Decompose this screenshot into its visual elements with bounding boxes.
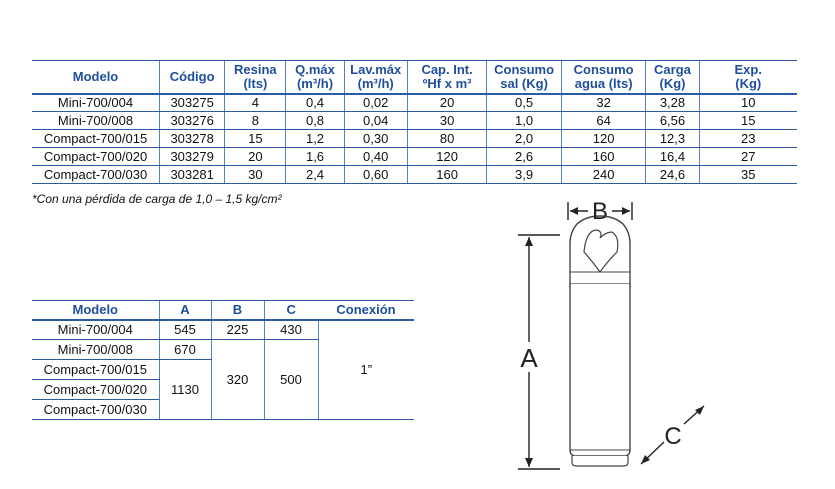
table-row xyxy=(32,94,797,112)
dimension-label-a: A xyxy=(520,343,538,373)
table-row xyxy=(32,130,797,148)
dim-connection-cell: 1” xyxy=(318,320,414,420)
softener-tank-drawing xyxy=(570,216,630,466)
table-cell: Compact-700/015 xyxy=(32,130,160,148)
spec-header-text: Carga xyxy=(654,61,691,77)
table-cell: 0,8 xyxy=(286,112,344,130)
table-row xyxy=(32,112,797,130)
table-cell: 0,5 xyxy=(487,94,561,112)
spec-header-text: Resina xyxy=(234,61,277,77)
dimensions-table xyxy=(32,300,414,420)
dimension-b-indicator xyxy=(568,198,632,225)
spec-header-text: Cap. Int. xyxy=(421,61,473,77)
softener-dimension-diagram xyxy=(500,192,730,482)
table-cell: 64 xyxy=(561,112,646,130)
table-row xyxy=(32,320,414,340)
footnote: *Con una pérdida de carga de 1,0 – 1,5 kg/cm² xyxy=(32,192,282,206)
table-cell: 160 xyxy=(407,166,487,184)
spec-column-header xyxy=(699,61,797,94)
table-cell: 80 xyxy=(407,130,487,148)
table-cell: 2,4 xyxy=(286,166,344,184)
spec-header-text: agua (lts) xyxy=(574,75,633,91)
spec-column-header xyxy=(407,61,487,94)
dim-header-b: B xyxy=(211,301,264,320)
table-cell: 15 xyxy=(699,112,797,130)
table-row xyxy=(32,166,797,184)
spec-header-text: Modelo xyxy=(72,68,119,84)
spec-header-text: Lav.máx xyxy=(350,61,402,77)
table-cell: 20 xyxy=(225,148,286,166)
spec-header-text: Q.máx xyxy=(295,61,335,77)
spec-header-row xyxy=(32,61,797,94)
dim-header-row xyxy=(32,301,414,320)
dimension-label-b: B xyxy=(591,198,609,225)
table-cell: 3,9 xyxy=(487,166,561,184)
table-cell: 0,4 xyxy=(286,94,344,112)
spec-column-header xyxy=(32,61,160,94)
table-cell: 120 xyxy=(407,148,487,166)
table-cell: 20 xyxy=(407,94,487,112)
table-cell: 120 xyxy=(561,130,646,148)
table-cell: 0,40 xyxy=(344,148,407,166)
dim-model-cell: Mini-700/004 xyxy=(32,320,159,340)
spec-header-text: Consumo xyxy=(494,61,555,77)
spec-header-text: (lts) xyxy=(243,75,268,91)
dimension-c-indicator xyxy=(641,406,704,464)
specifications-table xyxy=(32,60,797,184)
table-cell: 0,02 xyxy=(344,94,407,112)
table-cell: 1,0 xyxy=(487,112,561,130)
table-cell: 12,3 xyxy=(646,130,699,148)
table-cell: 15 xyxy=(225,130,286,148)
dim-a-cell: 670 xyxy=(159,340,211,360)
table-cell: 303276 xyxy=(160,112,225,130)
dim-header-c: C xyxy=(264,301,318,320)
table-cell: 23 xyxy=(699,130,797,148)
spec-header-text: (m³/h) xyxy=(357,75,394,91)
table-row xyxy=(32,148,797,166)
spec-header-text: Código xyxy=(169,68,215,84)
table-cell: 303279 xyxy=(160,148,225,166)
table-cell: 32 xyxy=(561,94,646,112)
table-cell: 8 xyxy=(225,112,286,130)
table-cell: 30 xyxy=(407,112,487,130)
dim-b-cell: 225 xyxy=(211,320,264,340)
dim-model-cell: Compact-700/015 xyxy=(32,360,159,380)
dim-c-cell: 430 xyxy=(264,320,318,340)
spec-column-header xyxy=(225,61,286,94)
table-cell: 0,60 xyxy=(344,166,407,184)
spec-column-header xyxy=(646,61,699,94)
spec-column-header xyxy=(487,61,561,94)
table-cell: 4 xyxy=(225,94,286,112)
table-cell: 30 xyxy=(225,166,286,184)
table-cell: 3,28 xyxy=(646,94,699,112)
dim-a-cell: 1130 xyxy=(159,360,211,420)
table-cell: 2,6 xyxy=(487,148,561,166)
spec-header-text: ºHf x m³ xyxy=(422,75,472,91)
dimension-a-indicator xyxy=(518,235,560,469)
table-cell: Compact-700/030 xyxy=(32,166,160,184)
table-cell: 303281 xyxy=(160,166,225,184)
dimension-label-c: C xyxy=(664,423,682,450)
table-cell: 303275 xyxy=(160,94,225,112)
dim-header-modelo: Modelo xyxy=(32,301,159,320)
table-cell: 10 xyxy=(699,94,797,112)
spec-column-header xyxy=(344,61,407,94)
spec-column-header xyxy=(561,61,646,94)
table-cell: 24,6 xyxy=(646,166,699,184)
dim-model-cell: Compact-700/030 xyxy=(32,400,159,420)
table-cell: 303278 xyxy=(160,130,225,148)
spec-header-text: (Kg) xyxy=(659,75,686,91)
table-cell: 160 xyxy=(561,148,646,166)
table-cell: 1,2 xyxy=(286,130,344,148)
table-cell: 16,4 xyxy=(646,148,699,166)
table-cell: 0,30 xyxy=(344,130,407,148)
spec-column-header xyxy=(160,61,225,94)
spec-header-text: (Kg) xyxy=(735,75,762,91)
dim-b-cell: 320 xyxy=(211,340,264,420)
table-cell: 35 xyxy=(699,166,797,184)
table-cell: Compact-700/020 xyxy=(32,148,160,166)
table-cell: 240 xyxy=(561,166,646,184)
spec-table-body xyxy=(32,94,797,184)
dim-header-a: A xyxy=(159,301,211,320)
spec-header-text: sal (Kg) xyxy=(500,75,548,91)
table-cell: 1,6 xyxy=(286,148,344,166)
dim-c-cell: 500 xyxy=(264,340,318,420)
spec-header-text: Consumo xyxy=(573,61,634,77)
table-cell: Mini-700/004 xyxy=(32,94,160,112)
dim-header-conexion: Conexión xyxy=(318,301,414,320)
table-cell: 0,04 xyxy=(344,112,407,130)
spec-header-text: (m³/h) xyxy=(296,75,334,91)
table-cell: 6,56 xyxy=(646,112,699,130)
table-cell: 27 xyxy=(699,148,797,166)
dim-a-cell: 545 xyxy=(159,320,211,340)
spec-column-header xyxy=(286,61,344,94)
dim-model-cell: Mini-700/008 xyxy=(32,340,159,360)
spec-header-text: Exp. xyxy=(734,61,762,77)
table-cell: Mini-700/008 xyxy=(32,112,160,130)
dim-model-cell: Compact-700/020 xyxy=(32,380,159,400)
table-cell: 2,0 xyxy=(487,130,561,148)
